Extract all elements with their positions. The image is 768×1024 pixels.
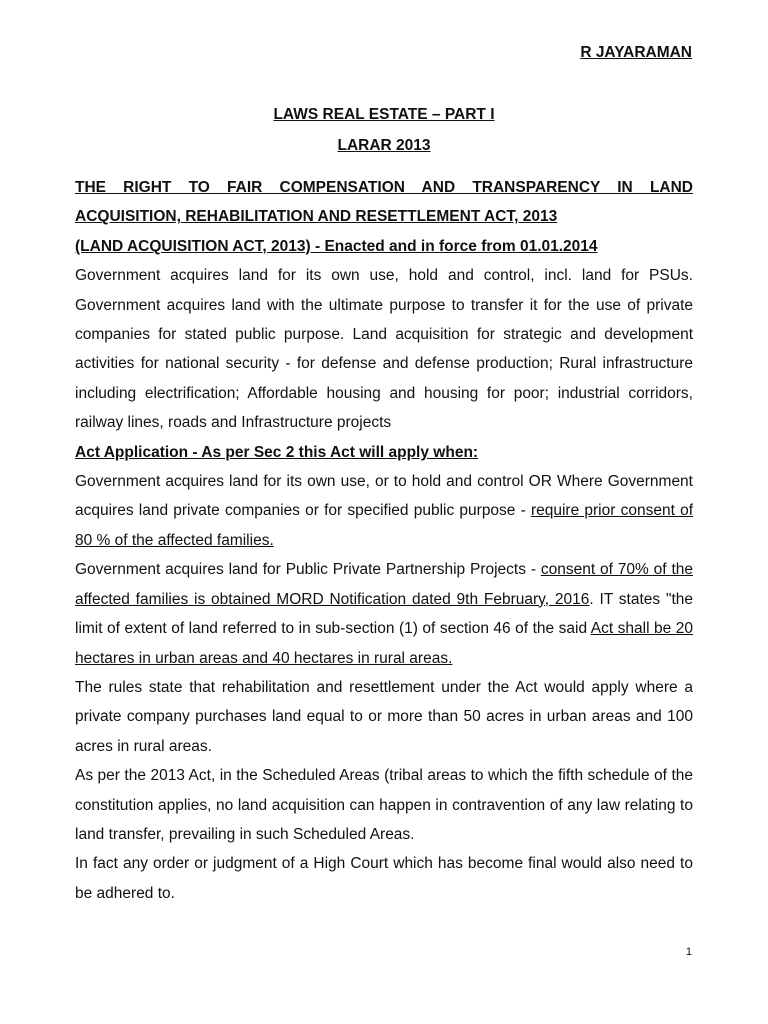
author-name: R JAYARAMAN bbox=[580, 44, 692, 61]
scheduled-areas-paragraph: As per the 2013 Act, in the Scheduled Areas (tribal areas to which the fifth schedule of the constitution applies, no land acquisition can happen in contravention of any law relating to land transfer, prevailing in such Scheduled Areas. bbox=[75, 767, 693, 843]
application-1-text: Government acquires land for its own use, or to hold and control OR Where Government acquires land private companies or for specified public purpose - bbox=[75, 473, 693, 520]
application-heading: Act Application - As per Sec 2 this Act will apply when: bbox=[75, 443, 479, 461]
application-2-underlined: consent of 70% of the affected families is obtained MORD Notification dated 9th February, 2016 bbox=[75, 561, 693, 608]
act-subtitle: (LAND ACQUISITION ACT, 2013) - Enacted and in force from 01.01.2014 bbox=[75, 237, 598, 255]
act-title: THE RIGHT TO FAIR COMPENSATION AND TRANSPARENCY IN LAND ACQUISITION, REHABILITATION AND RESETTLEMENT ACT, 2013 bbox=[75, 179, 693, 226]
high-court-paragraph: In fact any order or judgment of a High Court which has become final would also need to be adhered to. bbox=[75, 855, 693, 902]
page-number: 1 bbox=[685, 946, 692, 958]
application-paragraph-1 bbox=[75, 467, 693, 555]
document-body bbox=[75, 173, 693, 908]
application-2-text-continued: . IT states "the limit of extent of land referred to in sub-section (1) of section 46 of the said bbox=[75, 590, 694, 638]
intro-paragraph: Government acquires land for its own use, hold and control, incl. land for PSUs. Government acquires land with the ultimate purpose to transfer it for the use of private companies for stated public purpose. Land acquisition for strategic and development activities for national security - for defense and defense production; Rural infrastructure including electrification; Affordable housing and housing for poor; industrial corridors, railway lines, roads and Infrastructure projects bbox=[75, 267, 693, 432]
application-2-underlined-limit: Act shall be 20 hectares in urban areas and 40 hectares in rural areas. bbox=[75, 620, 693, 667]
application-2-text: Government acquires land for Public Private Partnership Projects - bbox=[75, 561, 541, 579]
document-subtitle: LARAR 2013 bbox=[337, 137, 431, 154]
rules-paragraph: The rules state that rehabilitation and resettlement under the Act would apply where a private company purchases land equal to or more than 50 acres in urban areas and 100 acres in rural areas. bbox=[75, 678, 693, 755]
application-paragraph-2 bbox=[75, 555, 693, 673]
application-1-underlined: require prior consent of 80 % of the affected families. bbox=[75, 502, 694, 549]
document-title: LAWS REAL ESTATE – PART I bbox=[273, 106, 495, 123]
